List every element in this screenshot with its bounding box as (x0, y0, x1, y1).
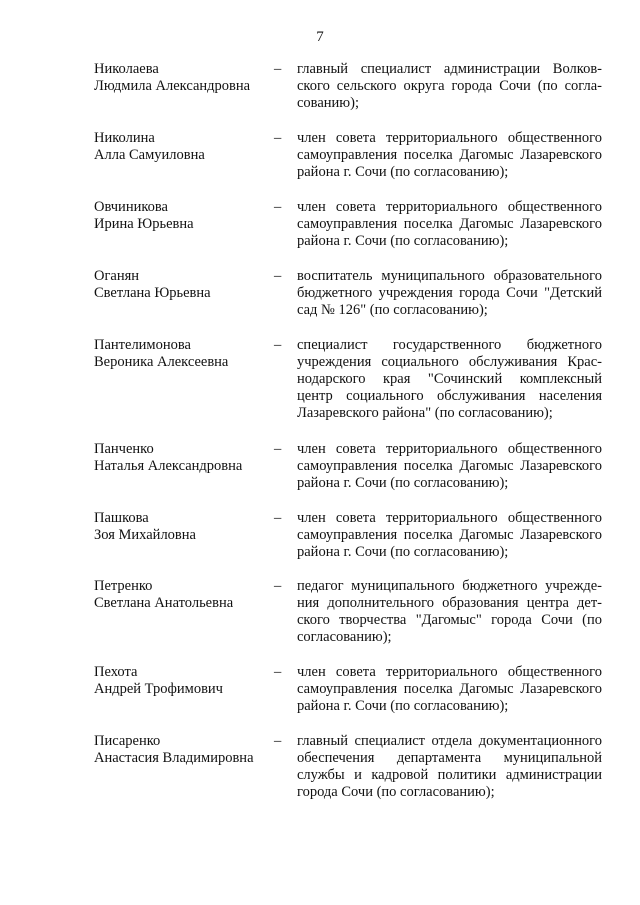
person-given-names: Андрей Трофимович (94, 681, 223, 697)
description-line: города Сочи (по согласованию); (297, 784, 495, 800)
person-surname: Петренко (94, 578, 153, 594)
person-given-names: Людмила Александровна (94, 78, 251, 94)
description-line: член совета территориального общественного (297, 441, 602, 457)
person-surname: Оганян (94, 268, 140, 284)
person-given-names: Алла Самуиловна (94, 147, 205, 163)
description-line: обеспечения департамента муниципальной (297, 750, 602, 766)
person-given-names: Ирина Юрьевна (94, 216, 194, 232)
description-line: главный специалист отдела документационного (297, 733, 602, 749)
person-name (94, 130, 272, 164)
description-line: самоуправления поселка Дагомыс Лазаревского (297, 216, 602, 232)
description-line: центр социального обслуживания населения (297, 388, 602, 404)
description-line: член совета территориального общественного (297, 199, 602, 215)
person-surname: Николина (94, 130, 155, 146)
position-description (297, 441, 602, 492)
description-line: учреждения социального обслуживания Крас- (297, 354, 602, 370)
person-surname: Николаева (94, 61, 159, 77)
position-description (297, 578, 602, 646)
person-name (94, 733, 272, 767)
position-description (297, 130, 602, 181)
position-description (297, 337, 602, 422)
person-given-names: Зоя Михайловна (94, 527, 196, 543)
description-line: член совета территориального общественного (297, 130, 602, 146)
description-line: член совета территориального общественного (297, 510, 602, 526)
position-description (297, 199, 602, 250)
description-line: бюджетного учреждения города Сочи "Детский (297, 285, 602, 301)
description-line: района г. Сочи (по согласованию); (297, 475, 509, 491)
description-line: района г. Сочи (по согласованию); (297, 698, 509, 714)
person-given-names: Светлана Юрьевна (94, 285, 211, 301)
person-name (94, 664, 272, 698)
person-given-names: Вероника Алексеевна (94, 354, 229, 370)
person-given-names: Анастасия Владимировна (94, 750, 254, 766)
separator-dash: – (274, 337, 282, 353)
page-number: 7 (316, 29, 324, 45)
separator-dash: – (274, 578, 282, 594)
description-line: ского творчества "Дагомыс" города Сочи (по (297, 612, 602, 628)
person-surname: Писаренко (94, 733, 161, 749)
description-line: ния дополнительного образования центра дет- (297, 595, 602, 611)
person-given-names: Светлана Анатольевна (94, 595, 234, 611)
description-line: самоуправления поселка Дагомыс Лазаревского (297, 527, 602, 543)
description-line: главный специалист администрации Волков- (297, 61, 602, 77)
person-name (94, 337, 272, 371)
description-line: ского сельского округа города Сочи (по согла- (297, 78, 602, 94)
position-description (297, 510, 602, 561)
person-surname: Овчиникова (94, 199, 168, 215)
person-surname: Пехота (94, 664, 138, 680)
description-line: района г. Сочи (по согласованию); (297, 164, 509, 180)
description-line: воспитатель муниципального образовательного (297, 268, 602, 284)
person-name (94, 61, 272, 95)
description-line: самоуправления поселка Дагомыс Лазаревского (297, 458, 602, 474)
separator-dash: – (274, 441, 282, 457)
position-description (297, 733, 602, 801)
description-line: района г. Сочи (по согласованию); (297, 233, 509, 249)
separator-dash: – (274, 130, 282, 146)
description-line: педагог муниципального бюджетного учрежде- (297, 578, 602, 594)
description-line: член совета территориального общественного (297, 664, 602, 680)
description-line: службы и кадровой политики администрации (297, 767, 602, 783)
description-line: сад № 126" (по согласованию); (297, 302, 488, 318)
separator-dash: – (274, 664, 282, 680)
person-name (94, 578, 272, 612)
description-line: самоуправления поселка Дагомыс Лазаревского (297, 147, 602, 163)
person-surname: Панченко (94, 441, 154, 457)
person-given-names: Наталья Александровна (94, 458, 243, 474)
description-line: согласованию); (297, 629, 392, 645)
separator-dash: – (274, 268, 282, 284)
person-name (94, 199, 272, 233)
position-description (297, 268, 602, 319)
person-name (94, 268, 272, 302)
description-line: специалист государственного бюджетного (297, 337, 602, 353)
person-surname: Пашкова (94, 510, 149, 526)
description-line: нодарского края "Сочинский комплексный (297, 371, 602, 387)
person-name (94, 441, 272, 475)
position-description (297, 61, 602, 112)
description-line: самоуправления поселка Дагомыс Лазаревского (297, 681, 602, 697)
person-surname: Пантелимонова (94, 337, 191, 353)
position-description (297, 664, 602, 715)
separator-dash: – (274, 199, 282, 215)
description-line: Лазаревского района" (по согласованию); (297, 405, 553, 421)
separator-dash: – (274, 510, 282, 526)
description-line: района г. Сочи (по согласованию); (297, 544, 509, 560)
separator-dash: – (274, 733, 282, 749)
separator-dash: – (274, 61, 282, 77)
person-name (94, 510, 272, 544)
description-line: сованию); (297, 95, 359, 111)
